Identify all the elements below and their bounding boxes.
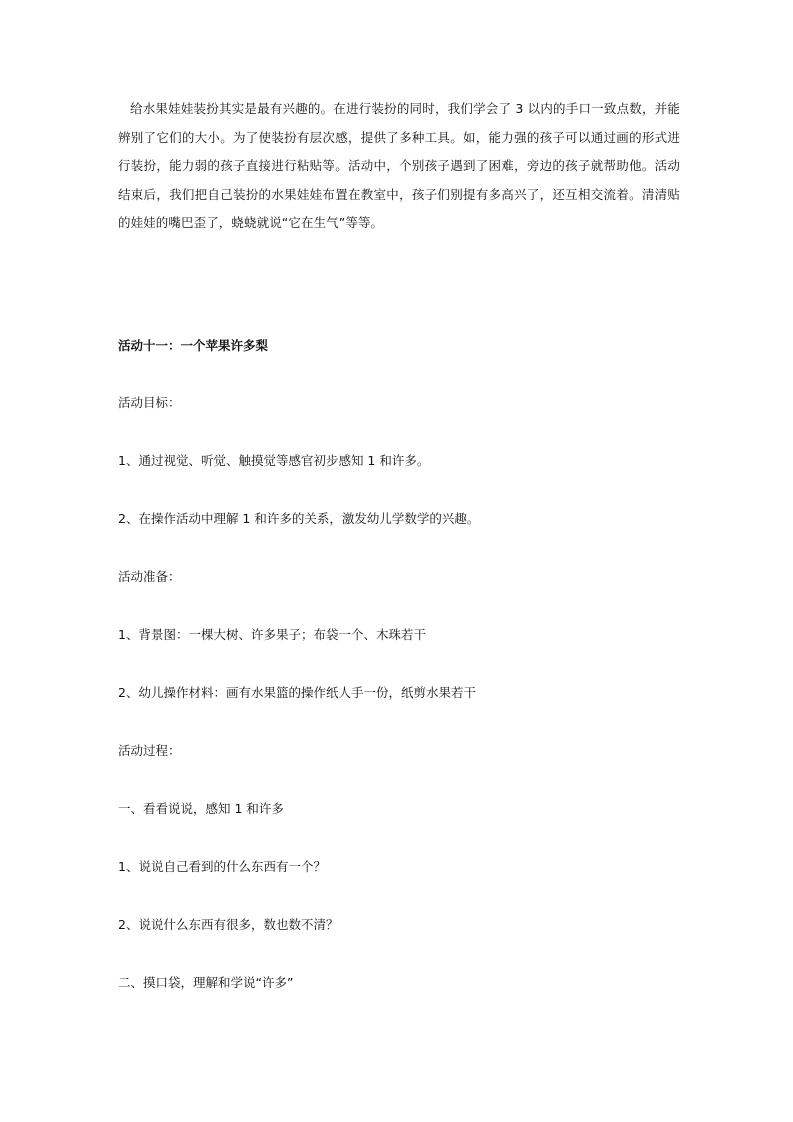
process-step: 1、说说自己看到的什么东西有一个？ [118, 859, 326, 874]
prep-item: 2、幼儿操作材料：画有水果篮的操作纸人手一份，纸剪水果若干 [118, 685, 476, 700]
goal-item: 1、通过视觉、听觉、触摸觉等感官初步感知 1 和许多。 [118, 453, 430, 468]
intro-paragraph: 给水果娃娃装扮其实是最有兴趣的。在进行装扮的同时，我们学会了 3 以内的手口一致点数，并能辨别了它们的大小。为了使装扮有层次感，提供了多种工具。如，能力强的孩子可以通过画的形式进行装扮，能力弱的孩子直接进行粘贴等。活动中，个别孩子遇到了困难，旁边的孩子就帮助他。活动结束后，我们把自己装扮的水果娃娃布置在教室中，孩子们别提有多高兴了，还互相交流着。清清贴的娃娃的嘴巴歪了，蛲蛲就说“它在生气”等等。 [118, 101, 680, 230]
process-step: 2、说说什么东西有很多，数也数不清？ [118, 917, 339, 932]
process-step: 二、摸口袋，理解和学说“许多” [118, 975, 294, 990]
activity-title: 活动十一：一个苹果许多梨 [118, 338, 269, 353]
prep-item: 1、背景图：一棵大树、许多果子；布袋一个、木珠若干 [118, 627, 426, 642]
goal-item: 2、在操作活动中理解 1 和许多的关系，激发幼儿学数学的兴趣。 [118, 511, 480, 526]
goals-label: 活动目标： [118, 395, 181, 410]
process-step: 一、看看说说，感知 1 和许多 [118, 801, 284, 816]
prep-label: 活动准备： [118, 569, 181, 584]
process-label: 活动过程： [118, 743, 181, 758]
